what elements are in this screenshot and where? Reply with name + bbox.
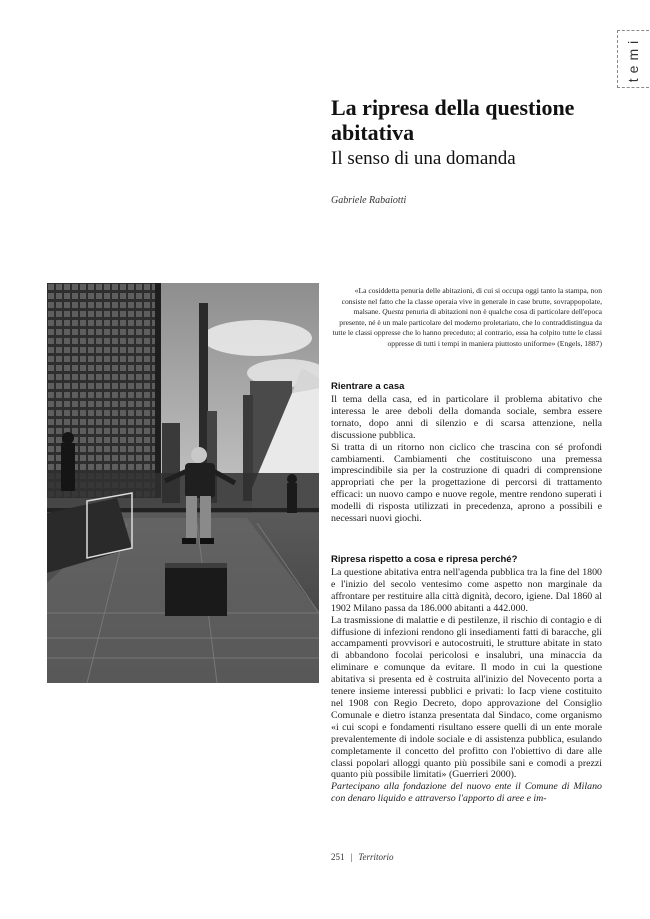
article-title: La ripresa della questione abitativa	[331, 95, 575, 145]
section-rientrare-a-casa	[331, 381, 602, 525]
body-paragraph: La trasmissione di malattie e di pestilenze, il rischio di contagio e di diffusione di infezioni rendono gli insediamenti fatti di baracche, gli accampamenti provvisori e autocostruiti, le strutture abitate in stato di abbandono focolai pericolosi e insalubri, una minaccia da eliminare e comunque da evitare. Il modo in cui la questione abitativa si presenta ed è costruita all'inizio del Novecento porta a tenere insieme interessi pubblici e privati: lo Iacp viene costituito nel 1908 con Regio Decreto, dopo approvazione del Consiglio Comunale e dietro istanza presentata dal Sindaco, come organismo «i cui scopi e fondamenti risultano essere quelli di un ente morale prevalentemente di indole sociale e di assistenza pubblica, esulando completamente il concetto del profitto con l'obiettivo di dare alle classi popolari alloggi quanto più possibile sani e comodi a prezzi quanto più possibile limitati» (Guerrieri 2000).	[331, 614, 602, 781]
photo-graphic	[47, 283, 319, 683]
section-heading: Ripresa rispetto a cosa e ripresa perché?	[331, 554, 518, 565]
body-paragraph: Si tratta di un ritorno non ciclico che trascina con sé profondi cambiamenti. Cambiamenti che costituiscono una premessa imprescindibile sia per la costruzione di quadri di comprensione appropriati che per la progettazione di percorsi di trattamento efficaci: un nuovo campo e nuove regole, mentre rendono superati i modelli di risposta utilizzati in precedenza, aprono a possibili e necessari nuovi giochi.	[331, 441, 602, 525]
epigraph-text-2: penuria di abitazioni non è qualche cosa di particolare dell'epoca presente, né è un male particolare del moderno proletariato, che lo contraddistingua da tutte le classi oppresse che lo hanno preceduto; al contrario, essa ha colpito tutte le classi oppresse di tutti i tempi in maniera piuttosto uniforme» (Engels, 1887)	[332, 307, 602, 348]
page-footer	[331, 852, 394, 862]
epigraph-quote	[331, 286, 602, 350]
page-number: 251	[331, 852, 345, 862]
footer-separator: |	[350, 852, 353, 862]
section-tab-label: temi	[625, 35, 642, 83]
body-paragraph-italic: Partecipano alla fondazione del nuovo ente il Comune di Milano con denaro liquido e attraverso l'apporto di aree e im-	[331, 781, 602, 805]
article-author: Gabriele Rabaiotti	[331, 195, 407, 206]
section-tab	[617, 30, 649, 88]
body-paragraph: Il tema della casa, ed in particolare il problema abitativo che interessa le aree deboli della domanda sociale, sembra essere tornato, dopo anni di silenzio e di scarsa attenzione, nella discussione pubblica.	[331, 394, 602, 441]
article-subtitle: Il senso di una domanda	[331, 148, 516, 169]
section-ripresa	[331, 554, 602, 805]
section-heading: Rientrare a casa	[331, 381, 405, 392]
journal-name: Territorio	[358, 852, 394, 862]
skateboarder-photo	[47, 283, 319, 683]
epigraph-text-1: «La cosiddetta penuria delle abitazioni, di cui si occupa oggi tanto la stampa, non consiste nel fatto che la classe operaia vive in generale in case brutte, sovrappopolate, malsane.	[341, 286, 602, 317]
body-paragraph: La questione abitativa entra nell'agenda pubblica tra la fine del 1800 e l'inizio del secolo ventesimo come aspetto non marginale da affrontare per restituire alla città dignità, decoro, igiene. Dal 1860 al 1902 Milano passa da 186.000 abitanti a 442.000.	[331, 567, 602, 614]
epigraph-italic: Questa	[382, 307, 404, 317]
